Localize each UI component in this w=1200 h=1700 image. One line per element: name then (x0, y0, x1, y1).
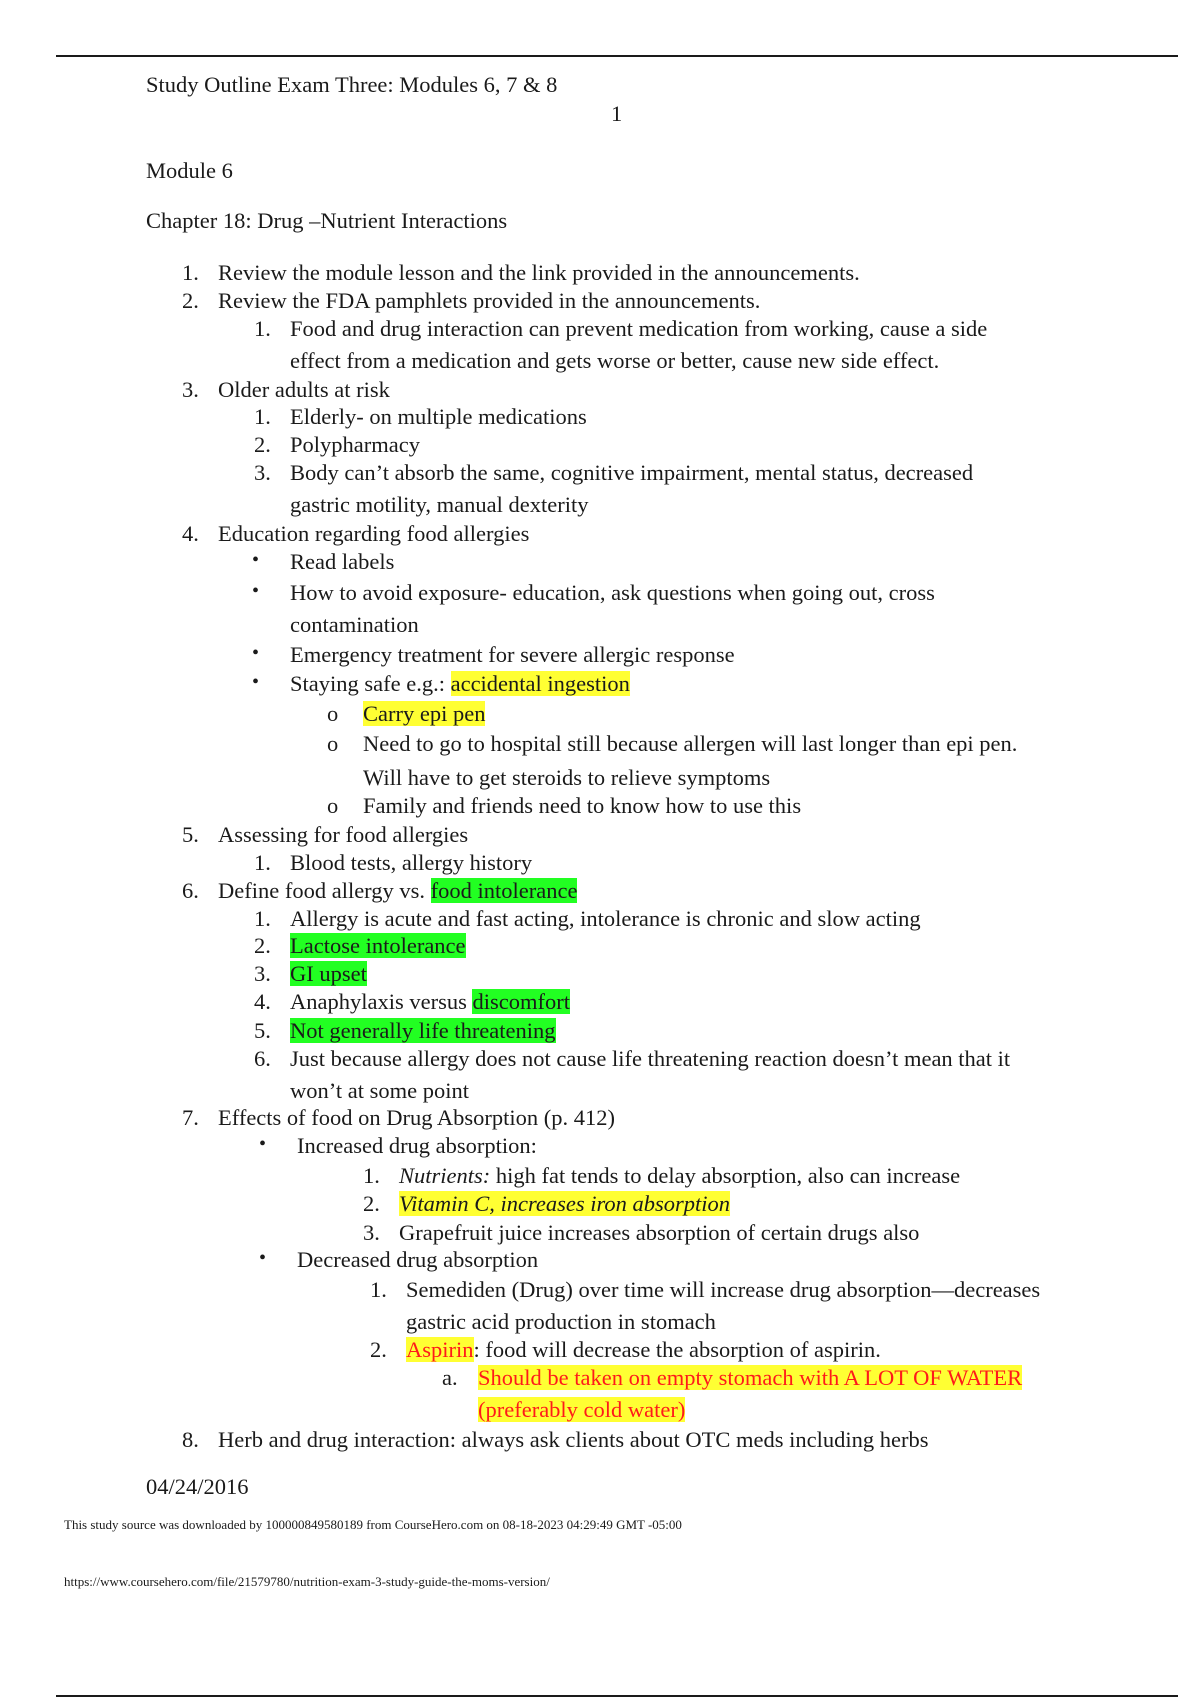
list-item: How to avoid exposure- education, ask questions when going out, cross (290, 580, 935, 605)
highlighted-text: food intolerance (430, 878, 578, 903)
list-item (399, 1191, 730, 1217)
item-text: Define food allergy vs. (218, 878, 431, 903)
list-item (399, 1163, 960, 1189)
list-marker: 3. (182, 377, 199, 402)
bullet-marker: • (252, 642, 260, 664)
list-marker: 1. (254, 404, 271, 429)
document-title: Study Outline Exam Three: Modules 6, 7 & 8 (146, 72, 558, 97)
list-item-continuation (478, 1397, 685, 1423)
list-marker: 7. (182, 1105, 199, 1130)
list-marker: 8. (182, 1427, 199, 1452)
highlighted-text: GI upset (290, 961, 367, 986)
list-item (406, 1337, 881, 1363)
italic-term: Nutrients: (399, 1163, 491, 1188)
list-marker: 1. (254, 316, 271, 341)
list-item: Older adults at risk (218, 377, 390, 402)
list-item: Body can’t absorb the same, cognitive impairment, mental status, decreased (290, 460, 974, 485)
list-item: Effects of food on Drug Absorption (p. 412) (218, 1105, 616, 1130)
list-item (363, 701, 485, 727)
list-marker: 1. (363, 1163, 380, 1188)
list-item (290, 961, 367, 987)
highlighted-text: Lactose intolerance (290, 933, 466, 958)
list-marker: 6. (182, 878, 199, 903)
top-rule (56, 55, 1178, 57)
list-item: Elderly- on multiple medications (290, 404, 587, 429)
item-text: high fat tends to delay absorption, also can increase (490, 1163, 961, 1188)
list-item: Review the FDA pamphlets provided in the announcements. (218, 288, 761, 313)
highlighted-text: Aspirin (406, 1337, 474, 1362)
list-item (290, 1018, 556, 1044)
list-marker: 6. (254, 1046, 271, 1071)
list-marker: 2. (254, 933, 271, 958)
item-text: Staying safe e.g.: (290, 671, 451, 696)
list-item: Just because allergy does not cause life threatening reaction doesn’t mean that it (290, 1046, 1011, 1071)
list-marker: 4. (182, 521, 199, 546)
list-marker: 1. (254, 850, 271, 875)
list-marker: 1. (370, 1277, 387, 1302)
list-item: Need to go to hospital still because allergen will last longer than epi pen. (363, 731, 1018, 756)
bottom-rule (56, 1695, 1178, 1697)
list-item: Semediden (Drug) over time will increase drug absorption—decreases (406, 1277, 1041, 1302)
item-text: Anaphylaxis versus (290, 989, 473, 1014)
list-marker: 5. (182, 822, 199, 847)
highlighted-text: Not generally life threatening (290, 1018, 556, 1043)
list-item: Blood tests, allergy history (290, 850, 533, 875)
list-marker: 3. (254, 460, 271, 485)
list-item-continuation: effect from a medication and gets worse or better, cause new side effect. (290, 348, 940, 373)
bullet-marker: • (259, 1247, 267, 1269)
bullet-marker: • (252, 671, 260, 693)
list-marker: 2. (370, 1337, 387, 1362)
list-item: Read labels (290, 549, 395, 574)
list-item: Grapefruit juice increases absorption of certain drugs also (399, 1220, 920, 1245)
list-item-continuation: contamination (290, 612, 419, 637)
list-item (290, 989, 570, 1015)
list-item: Family and friends need to know how to use this (363, 793, 802, 818)
list-item-continuation: gastric motility, manual dexterity (290, 492, 589, 517)
list-item: Review the module lesson and the link provided in the announcements. (218, 260, 860, 285)
highlighted-text: accidental ingestion (450, 671, 630, 696)
list-item: Allergy is acute and fast acting, intolerance is chronic and slow acting (290, 906, 921, 931)
list-item: Education regarding food allergies (218, 521, 530, 546)
bullet-marker: • (259, 1133, 267, 1155)
list-item: Herb and drug interaction: always ask clients about OTC meds including herbs (218, 1427, 929, 1452)
list-marker: 3. (254, 961, 271, 986)
circle-marker: o (327, 731, 339, 756)
list-marker: 2. (254, 432, 271, 457)
list-marker: a. (442, 1365, 458, 1390)
source-url[interactable]: https://www.coursehero.com/file/21579780/nutrition-exam-3-study-guide-the-moms-version/ (64, 1574, 550, 1589)
list-marker: 1. (182, 260, 199, 285)
list-marker: 1. (254, 906, 271, 931)
bullet-marker: • (252, 580, 260, 602)
list-item (478, 1365, 1022, 1391)
circle-marker: o (327, 793, 339, 818)
list-marker: 5. (254, 1018, 271, 1043)
list-marker: 2. (363, 1191, 380, 1216)
list-item (290, 933, 466, 959)
list-item: Decreased drug absorption (297, 1247, 539, 1272)
list-item: Food and drug interaction can prevent medication from working, cause a side (290, 316, 988, 341)
list-item (290, 671, 630, 697)
list-item: Polypharmacy (290, 432, 420, 457)
document-date: 04/24/2016 (146, 1474, 249, 1499)
list-item-continuation: Will have to get steroids to relieve symptoms (363, 765, 771, 790)
highlighted-text: Carry epi pen (363, 701, 486, 726)
highlighted-text: (preferably cold water) (478, 1397, 686, 1422)
download-note: This study source was downloaded by 100000849580189 from CourseHero.com on 08-18-2023 04:29:49 GMT -05:00 (64, 1517, 682, 1532)
list-item: Emergency treatment for severe allergic response (290, 642, 735, 667)
highlighted-text: Should be taken on empty stomach with A LOT OF WATER (478, 1365, 1023, 1390)
list-item (218, 878, 577, 904)
circle-marker: o (327, 701, 339, 726)
list-marker: 4. (254, 989, 271, 1014)
list-marker: 2. (182, 288, 199, 313)
list-marker: 3. (363, 1220, 380, 1245)
highlighted-text: Vitamin C, increases iron absorption (399, 1191, 731, 1216)
page-number: 1 (611, 101, 623, 126)
chapter-heading: Chapter 18: Drug –Nutrient Interactions (146, 208, 508, 233)
list-item: Increased drug absorption: (297, 1133, 537, 1158)
list-item: Assessing for food allergies (218, 822, 469, 847)
highlighted-text: discomfort (472, 989, 570, 1014)
list-item-continuation: gastric acid production in stomach (406, 1309, 716, 1334)
item-text: : food will decrease the absorption of aspirin. (473, 1337, 881, 1362)
module-heading: Module 6 (146, 158, 233, 183)
list-item-continuation: won’t at some point (290, 1078, 469, 1103)
bullet-marker: • (252, 549, 260, 571)
